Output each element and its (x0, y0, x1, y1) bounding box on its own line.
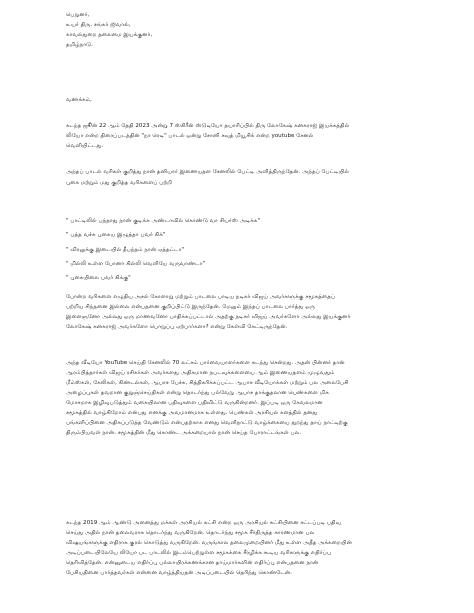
paragraph-1 (66, 121, 458, 151)
paragraph-line: புகை மற்றும் மது குறித்த வரிகளைப் பற்றி (66, 179, 173, 186)
paragraph-line: விஷயங்களுக்கு எதிராக குரல் கொடுத்து வருகிறேன். வருங்கால தலைமுறையினர் மீது உள்ள அதீத அக்கறையின் (66, 540, 352, 546)
paragraph-5 (66, 518, 458, 578)
quote-line: " மில்லி உள்ள போனா கில்லி வெளியே வருவாண்டா" (66, 260, 206, 267)
paragraph-line: சமூகத்தில் வாழ்கிறோம் என்பது எனக்கு அவமானமாக உள்ளது. பெண்கள் அரசியல் களத்தில் தனது (66, 410, 318, 416)
address-line: தமிழ்நாடு. (66, 42, 93, 48)
paragraph-line: லியோ என்ற திரைப்படத்தின் "நா ரெடி" பாடல் ஒன்று சோனி சவுத் மியூசிக் என்ற youtube சேனல் (66, 133, 314, 139)
address-line: காவல்துறை தலைமை இயக்குனர், (66, 32, 153, 38)
paragraph-line: வெளியிட்டது. (66, 143, 104, 149)
paragraph-line: அழைப்புகள் தவறான குறுஞ்செய்திகள் என்று தொடர்ந்து பல்வேறு ஆபாச தாக்குதலான பெண்களை மிக (66, 390, 329, 396)
paragraph-line: பேசியதினை பார்த்தவர்கள் என்னை வாழ்த்தியதன் அடிப்படையில் தெரிந்து கொண்டேன். (66, 570, 293, 576)
lyrics-quotes (66, 214, 458, 285)
paragraph-2 (66, 167, 458, 188)
paragraph-line: கடந்த 2019 ஆம் ஆண்டு அனைத்து மக்கள் அரசியல் கட்சி என்ற ஒரு அரசியல் கட்சியினை சட்டப்படி பதிவு (66, 520, 341, 526)
paragraph-4 (66, 358, 458, 438)
paragraph-line: அந்தப் பாடல் வரிகள் குறித்து நான் தனியார் இணையதள சேனலில் பேட்டி அளித்திருந்தேன். அந்தப் பேட்டியில் (66, 169, 349, 175)
quote-line: " பத்த வச்சு புகைய இழுத்தா பவர் கிக்" (66, 232, 166, 239)
paragraph-line: பங்களிப்பினை அதிகப்படுத்த வேண்டும் என்பதற்காக எனது வெளிநாட்டு வாழ்க்கையை துறந்து தாய் நாட்டிற்கு (66, 420, 348, 426)
paragraph-line: செய்து அதில் நான் தலைவராக தொடர்ந்து வருகிறேன். தொடர்ந்து சமூக சீர்திருத்த காரணமான பல (66, 530, 315, 536)
paragraph-line: மீம்ஸ்கள், கேலிகள், கிண்டல்கள், ஆபாச பேச்சு, சித்திகரிக்கப்பட்ட ஆபாச வீடியோக்கள் மற்றும் பல அலைபேசி (66, 380, 349, 386)
paragraph-line: அடிப்படையிலேயே லியோ பட பாடலில் இடம்பெற்றுள்ள சமூகக்கை சீரழிக்க கூடிய வரிகளுக்கு எதிர்ப்பு (66, 550, 331, 556)
paragraph-line: தெரிவித்தேன். என்னுடைய எதிர்ப்பு பல்லாயிரக்கணக்கான தாய்மார்களின் எதிர்ப்பு என்பதனை நான் (66, 560, 319, 566)
recipient-address (66, 10, 458, 50)
paragraph-line: அந்த வீடியோ YouTube செய்தி சேனலில் 70 லட்சம் பார்வையாளர்களை கடந்து சென்றது. அதன் பின்னர் தான் (66, 360, 345, 366)
paragraph-line: மோசமாக இழிவுபடுத்தும் வகையிலான பதிவுகளை பதிவிட்டு வருகின்றனர். இப்படி ஒரு கேவலமான (66, 400, 323, 406)
paragraph-line: பற்றிய சிந்தனை இல்லை என்பதனை குறிப்பிட்டு இருந்தேன். மேலும் இந்தப் பாடலை பார்த்து ஒரு (66, 304, 315, 310)
paragraph-line: இளைஞனோ அல்லது ஒரு மாணவனோ பாதிக்கப்பட்டால் அதற்கு நடிகர் விஜய் அவர்களோ அல்லது இயக்குனர் (66, 314, 351, 320)
paragraph-line: போன்ற வரிகளை எழுதிய அசல் கோளாறு மற்றும் பாடலை பாடிய நடிகர் விஜய் அவர்களுக்கு சமூகத்தைப் (66, 294, 336, 300)
address-line: உயர் திரு. சங்கர் ஜிவால், (66, 22, 131, 28)
address-line: பெறுனர், (66, 12, 90, 18)
quote-line: " பாட்டிலில் பந்தாது நான் குடிக்க அண்டாவில் கொண்டு வா சியர்ஸ் அடிக்க" (66, 218, 261, 224)
paragraph-3 (66, 292, 458, 332)
quote-line: " விரலுக்கு இடையில் தீபந்தம் நான் ஏத்தட்டா" (66, 246, 185, 253)
paragraph-line: கடந்த ஜூன் 22 ஆம் தேதி 2023 அன்று 7 ஸ்கிரீன் ஸ்டுடியோ தயாரிப்பில் திரு லோகேஷ் கனகராஜ் இயக்கத்தில் (66, 123, 350, 129)
greeting-text: வணக்கம், (66, 97, 92, 103)
quote-line: " புகையிலை பவர் கிக்கு" (66, 275, 131, 282)
greeting (66, 96, 458, 106)
paragraph-line: ஆரம்பித்தார்கள் விஜய் ரசிகர்கள் அவர்களது அதிகமான நபடவுக்களையை ஆம் இணையதளம் முழுவதும் (66, 370, 335, 376)
paragraph-line: திரும்பியவள் நான். சமூகத்தின் மீது கொண்ட அக்கறையால் நான் செய்த போராட்டங்கள் பல. (66, 430, 302, 436)
paragraph-line: லோகேஷ் கனகராஜ் அவர்களோ பொறுப்பு ஏற்பார்களா? என்று கேள்வி கேட்டிருந்தேன். (66, 324, 288, 330)
